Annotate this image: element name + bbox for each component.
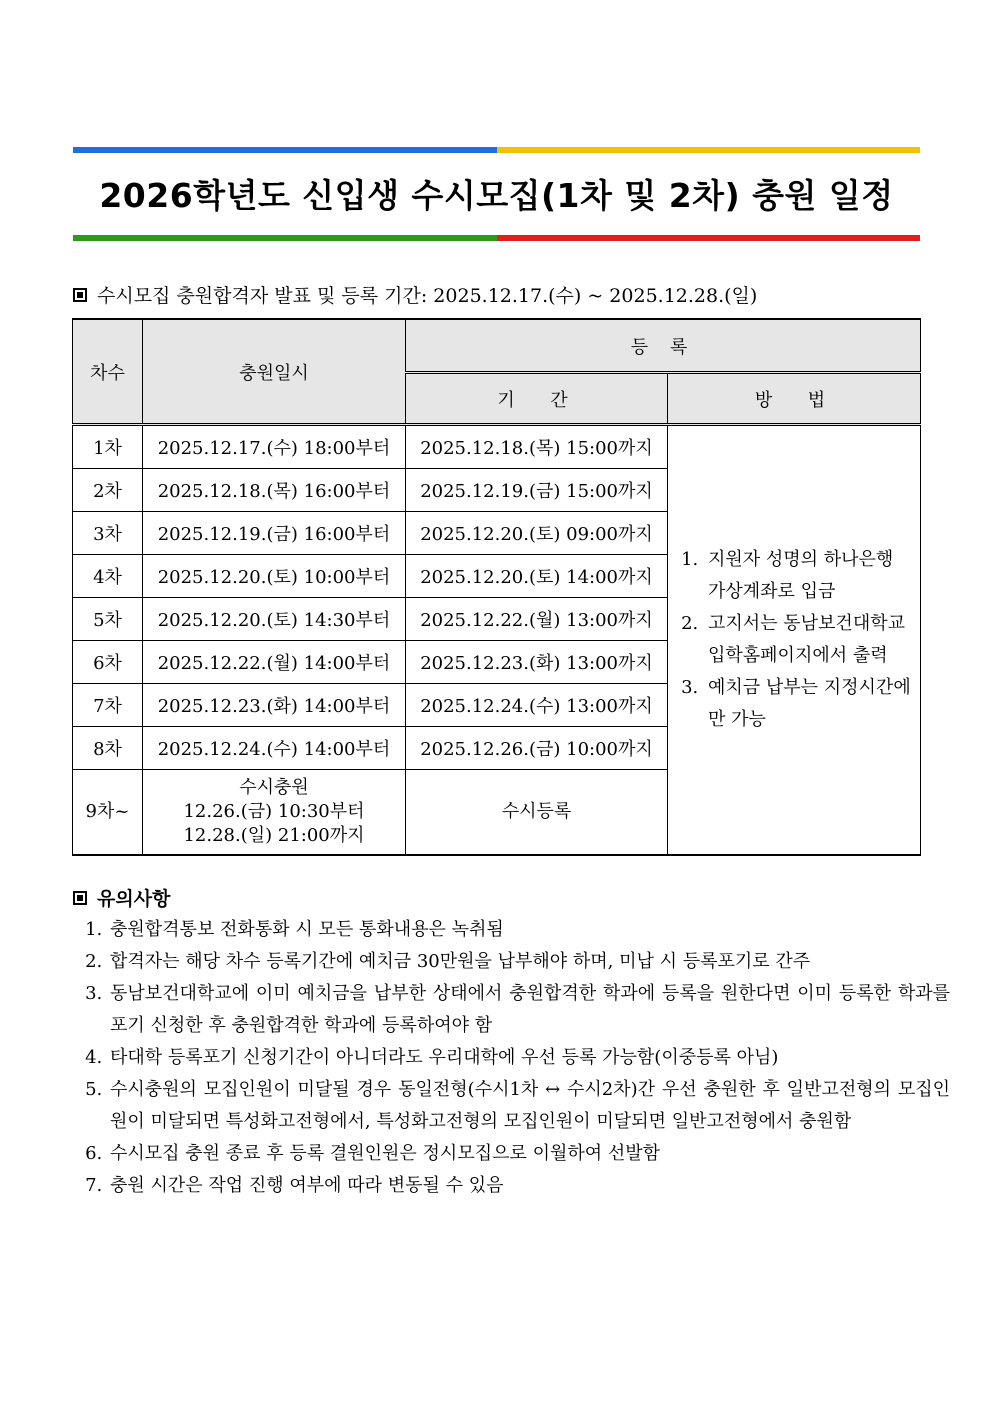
period-cell: 2025.12.19.(금) 15:00까지 xyxy=(406,469,668,512)
datetime-cell: 2025.12.22.(월) 14:00부터 xyxy=(143,641,406,684)
datetime-cell: 2025.12.20.(토) 14:30부터 xyxy=(143,598,406,641)
round-cell: 4차 xyxy=(73,555,143,598)
schedule-heading xyxy=(73,281,757,308)
top-color-bar xyxy=(73,147,920,153)
datetime-line: 수시충원 xyxy=(239,777,309,798)
round-cell: 6차 xyxy=(73,641,143,684)
page-title: 2026학년도 신입생 수시모집(1차 및 2차) 충원 일정 xyxy=(99,176,894,215)
bar-yellow-segment xyxy=(497,147,921,153)
notes-list xyxy=(80,914,950,1202)
datetime-cell: 2025.12.20.(토) 10:00부터 xyxy=(143,555,406,598)
datetime-cell: 2025.12.19.(금) 16:00부터 xyxy=(143,512,406,555)
datetime-cell: 2025.12.18.(목) 16:00부터 xyxy=(143,469,406,512)
method-list xyxy=(676,544,914,736)
period-cell: 2025.12.22.(월) 13:00까지 xyxy=(406,598,668,641)
notes-heading xyxy=(73,884,170,911)
method-item: 1. 지원자 성명의 하나은행 가상계좌로 입금 xyxy=(704,544,914,608)
round-cell: 5차 xyxy=(73,598,143,641)
datetime-line: 12.28.(일) 21:00까지 xyxy=(183,825,365,846)
period-cell: 2025.12.23.(화) 13:00까지 xyxy=(406,641,668,684)
datetime-cell xyxy=(143,770,406,856)
note-item: 6. 수시모집 충원 종료 후 등록 결원인원은 정시모집으로 이월하여 선발함 xyxy=(108,1138,950,1170)
round-cell: 2차 xyxy=(73,469,143,512)
schedule-heading-text: 수시모집 충원합격자 발표 및 등록 기간: 2025.12.17.(수) ~ 2025.12.28.(일) xyxy=(97,285,758,307)
method-item: 3. 예치금 납부는 지정시간에만 가능 xyxy=(704,672,914,736)
note-item: 1. 충원합격통보 전화통화 시 모든 통화내용은 녹취됨 xyxy=(108,914,950,946)
note-item: 5. 수시충원의 모집인원이 미달될 경우 동일전형(수시1차 ↔ 수시2차)간 우선 충원한 후 일반고전형의 모집인원이 미달되면 특성화고전형에서, 특성화고전형의 모집인원이 미달되면 일반고전형에서 충원함 xyxy=(108,1074,950,1138)
round-cell: 7차 xyxy=(73,684,143,727)
period-cell: 2025.12.18.(목) 15:00까지 xyxy=(406,425,668,469)
period-cell: 2025.12.20.(토) 14:00까지 xyxy=(406,555,668,598)
note-item: 4. 타대학 등록포기 신청기간이 아니더라도 우리대학에 우선 등록 가능함(이중등록 아님) xyxy=(108,1042,950,1074)
bar-blue-segment xyxy=(73,147,497,153)
datetime-cell: 2025.12.17.(수) 18:00부터 xyxy=(143,425,406,469)
header-period: 기 간 xyxy=(406,373,668,425)
datetime-line: 12.26.(금) 10:30부터 xyxy=(183,801,365,822)
datetime-cell: 2025.12.23.(화) 14:00부터 xyxy=(143,684,406,727)
method-item: 2. 고지서는 동남보건대학교 입학홈페이지에서 출력 xyxy=(704,608,914,672)
header-method: 방 법 xyxy=(668,373,921,425)
period-cell: 2025.12.26.(금) 10:00까지 xyxy=(406,727,668,770)
method-cell xyxy=(668,425,921,856)
round-cell: 8차 xyxy=(73,727,143,770)
header-datetime: 충원일시 xyxy=(143,319,406,425)
period-cell: 수시등록 xyxy=(406,770,668,856)
header-registration: 등 록 xyxy=(406,319,921,373)
table-row xyxy=(73,425,921,469)
round-cell: 1차 xyxy=(73,425,143,469)
notes-heading-text: 유의사항 xyxy=(97,888,171,910)
datetime-cell: 2025.12.24.(수) 14:00부터 xyxy=(143,727,406,770)
square-bullet-icon xyxy=(73,288,87,302)
period-cell: 2025.12.20.(토) 09:00까지 xyxy=(406,512,668,555)
square-bullet-icon xyxy=(73,891,87,905)
note-item: 3. 동남보건대학교에 이미 예치금을 납부한 상태에서 충원합격한 학과에 등록을 원한다면 이미 등록한 학과를 포기 신청한 후 충원합격한 학과에 등록하여야 함 xyxy=(108,978,950,1042)
header-round: 차수 xyxy=(73,319,143,425)
round-cell: 9차~ xyxy=(73,770,143,856)
note-item: 7. 충원 시간은 작업 진행 여부에 따라 변동될 수 있음 xyxy=(108,1170,950,1202)
bar-green-segment xyxy=(73,235,497,241)
round-cell: 3차 xyxy=(73,512,143,555)
schedule-table xyxy=(72,318,921,856)
note-item: 2. 합격자는 해당 차수 등록기간에 예치금 30만원을 납부해야 하며, 미납 시 등록포기로 간주 xyxy=(108,946,950,978)
bar-red-segment xyxy=(497,235,921,241)
period-cell: 2025.12.24.(수) 13:00까지 xyxy=(406,684,668,727)
bottom-color-bar xyxy=(73,235,920,241)
